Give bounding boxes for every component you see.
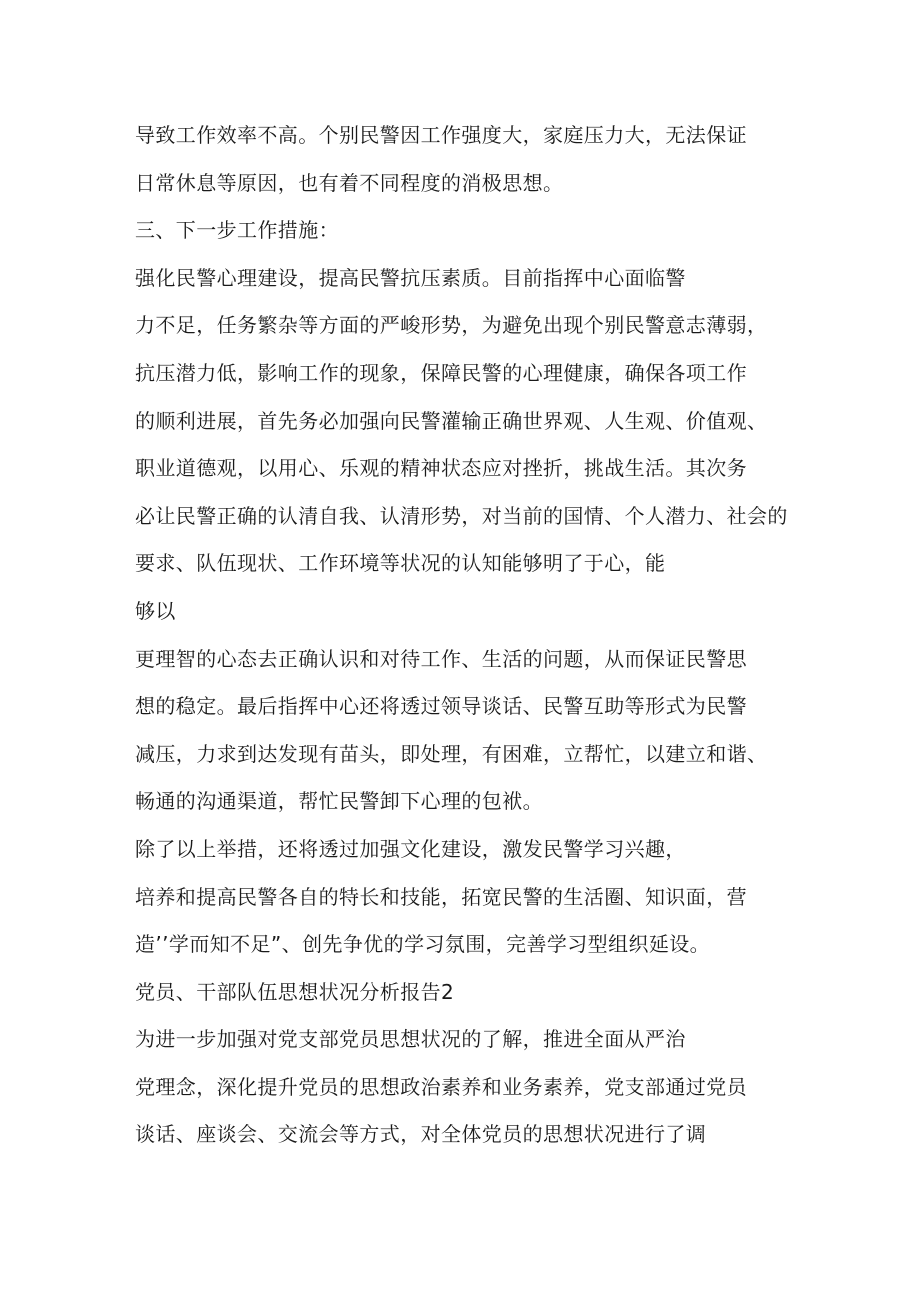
text-line: 导致工作效率不高。个别民警因工作强度大，家庭压力大，无法保证 (135, 123, 747, 147)
section-heading: 三、下一步工作措施： (135, 218, 339, 243)
text-line: 想的稳定。最后指挥中心还将透过领导谈话、民警互助等形式为民警 (135, 694, 747, 719)
text-line: 为进一步加强对党支部党员思想状况的了解，推进全面从严治 (135, 1027, 686, 1052)
text-line: 减压，力求到达发现有苗头，即处理，有困难，立帮忙，以建立和谐、 (135, 741, 768, 766)
text-line: 力不足，任务繁杂等方面的严峻形势，为避免出现个别民警意志薄弱， (135, 313, 768, 338)
text-line: 职业道德观，以用心、乐观的精神状态应对挫折，挑战生活。其次务 (135, 456, 747, 481)
text-line: 畅通的沟通渠道，帮忙民警卸下心理的包袱。 (135, 789, 543, 814)
text-line: 的顺利进展，首先务必加强向民警灌输正确世界观、人生观、价值观、 (135, 408, 768, 433)
text-line: 谈话、座谈会、交流会等方式，对全体党员的思想状况进行了调 (135, 1122, 707, 1147)
text-line: 够以 (135, 598, 176, 623)
text-line: 党理念，深化提升党员的思想政治素养和业务素养，党支部通过党员 (135, 1074, 747, 1099)
report-title: 党员、干部队伍思想状况分析报告2 (135, 979, 455, 1004)
text-line: 培养和提高民警各自的特长和技能，拓宽民警的生活圈、知识面，营 (135, 884, 747, 909)
document-body (135, 112, 835, 1159)
text-line: 日常休息等原因，也有着不同程度的消极思想。 (135, 170, 564, 195)
text-line: 要求、队伍现状、工作环境等状况的认知能够明了于心，能 (135, 551, 666, 576)
text-line: 必让民警正确的认清自我、认清形势，对当前的国情、个人潜力、社会的 (135, 503, 788, 528)
text-line: 造’’学而知不足”、创先争优的学习氛围，完善学习型组织延设。 (135, 932, 711, 957)
text-line: 除了以上举措，还将透过加强文化建设，激发民警学习兴趣， (135, 836, 686, 861)
text-line: 抗压潜力低，影响工作的现象，保障民警的心理健康，确保各项工作 (135, 360, 747, 385)
text-line: 强化民警心理建设，提高民警抗压素质。目前指挥中心面临警 (135, 265, 686, 290)
text-line: 更理智的心态去正确认识和对待工作、生活的问题，从而保证民警思 (135, 646, 747, 671)
